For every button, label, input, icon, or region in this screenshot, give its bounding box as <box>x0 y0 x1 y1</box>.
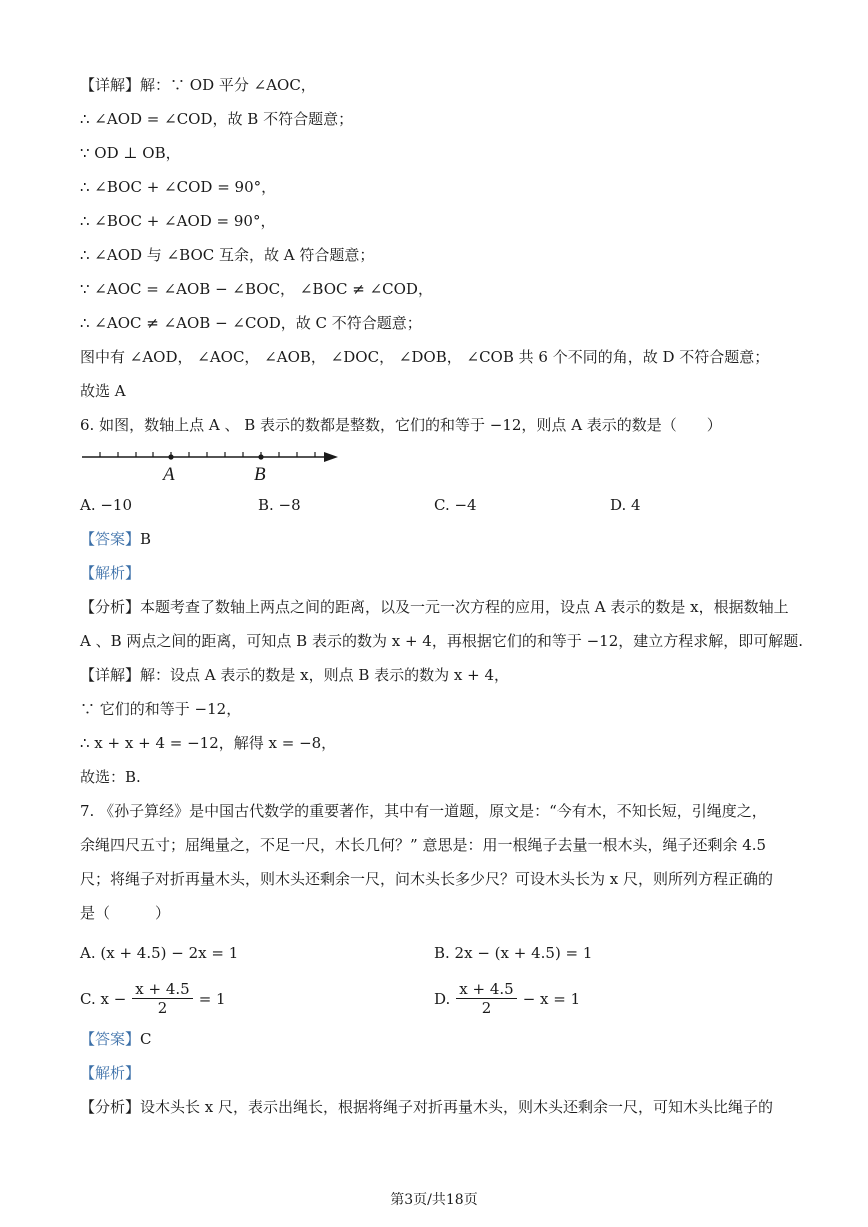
q6-analysis-line-1 <box>80 596 789 618</box>
q6-answer <box>80 528 151 550</box>
q7-option-d-prefix: D. <box>434 989 451 1008</box>
q5-detail-line-9: 图中有 ∠AOD， ∠AOC， ∠AOB， ∠DOC， ∠DOB， ∠COB 共 6 个不同的角，故 D 不符合题意； <box>80 348 770 366</box>
q6-analysis-text-1: 本题考查了数轴上两点之间的距离，以及一元一次方程的应用，设点 A 表示的数是 x，根据数轴上 <box>140 598 789 616</box>
q7-answer-tag: 【答案】 <box>80 1030 141 1048</box>
point-a-label: A <box>163 464 175 485</box>
q6-option-c: C. −4 <box>434 496 477 514</box>
q6-stem: 6. 如图，数轴上点 A 、 B 表示的数都是整数，它们的和等于 −12，则点 A 表示的数是（ ） <box>80 416 722 434</box>
q5-detail-line-4: ∴ ∠BOC + ∠COD = 90°， <box>80 178 277 196</box>
q6-answer-value: B <box>140 530 152 548</box>
point-a-dot <box>168 454 173 459</box>
q7-option-c-suffix: = 1 <box>198 989 226 1008</box>
point-b-dot <box>258 454 263 459</box>
q5-detail-line-3: ∵ OD ⊥ OB， <box>80 144 181 162</box>
q7-option-c-numerator: x + 4.5 <box>132 980 192 999</box>
q7-option-d-fraction <box>456 980 516 1017</box>
q7-analysis-head: 【分析】 <box>80 1098 141 1116</box>
q5-detail-line-1: 【详解】解：∵ OD 平分 ∠AOC， <box>80 76 316 94</box>
q6-answer-tag: 【答案】 <box>80 530 141 548</box>
page-footer: 第3页/共18页 <box>390 1192 478 1208</box>
q6-option-a: A. −10 <box>80 496 133 514</box>
q7-stem-line-2: 余绳四尺五寸；屈绳量之，不足一尺，木长几何？” 意思是：用一根绳子去量一根木头，绳子还剩余 4.5 <box>80 836 767 854</box>
q6-detail-line-1: 【详解】解：设点 A 表示的数是 x，则点 B 表示的数为 x + 4， <box>80 666 510 684</box>
q6-option-b: B. −8 <box>258 496 301 514</box>
q5-detail-line-8: ∴ ∠AOC ≠ ∠AOB − ∠COD，故 C 不符合题意； <box>80 314 422 332</box>
q7-analysis-text-1: 设木头长 x 尺，表示出绳长，根据将绳子对折再量木头，则木头还剩余一尺，可知木头比绳子的 <box>140 1098 774 1116</box>
q5-detail-line-6: ∴ ∠AOD 与 ∠BOC 互余，故 A 符合题意； <box>80 246 375 264</box>
q6-conclusion: 故选：B. <box>80 768 141 786</box>
q7-option-c-prefix: C. x − <box>80 989 127 1008</box>
q5-detail-line-7: ∵ ∠AOC = ∠AOB − ∠BOC， ∠BOC ≠ ∠COD， <box>80 280 433 298</box>
q7-option-b: B. 2x − (x + 4.5) = 1 <box>434 944 593 962</box>
q6-analysis-line-2: A 、B 两点之间的距离，可知点 B 表示的数为 x + 4，再根据它们的和等于 −12，建立方程求解，即可解题. <box>80 632 804 650</box>
number-line-arrow-icon <box>324 452 338 462</box>
number-line-figure <box>80 444 350 486</box>
q6-analysis-tag: 【解析】 <box>80 564 141 582</box>
q7-option-d-denominator: 2 <box>481 999 492 1017</box>
q7-option-c <box>80 980 226 1017</box>
q7-stem-line-1: 7. 《孙子算经》是中国古代数学的重要著作，其中有一道题，原文是：“今有木，不知长短，引绳度之， <box>80 802 767 820</box>
q7-analysis-tag: 【解析】 <box>80 1064 141 1082</box>
q6-option-d: D. 4 <box>610 496 641 514</box>
q6-analysis-head: 【分析】 <box>80 598 141 616</box>
q7-option-d-suffix: − x = 1 <box>522 989 581 1008</box>
q6-detail-line-3: ∴ x + x + 4 = −12，解得 x = −8， <box>80 734 337 752</box>
q7-answer-value: C <box>140 1030 152 1048</box>
q7-stem-line-3: 尺；将绳子对折再量木头，则木头还剩余一尺，问木头长多少尺？可设木头长为 x 尺，则所列方程正确的 <box>80 870 774 888</box>
q7-analysis-line-1 <box>80 1096 773 1118</box>
q6-detail-line-2: ∵ 它们的和等于 −12， <box>80 700 242 718</box>
q5-detail-line-5: ∴ ∠BOC + ∠AOD = 90°， <box>80 212 276 230</box>
q7-option-a: A. (x + 4.5) − 2x = 1 <box>80 944 239 962</box>
q7-option-c-fraction <box>132 980 192 1017</box>
q7-option-d <box>434 980 580 1017</box>
q5-detail-line-2: ∴ ∠AOD = ∠COD，故 B 不符合题意； <box>80 110 354 128</box>
q7-option-c-denominator: 2 <box>157 999 168 1017</box>
point-b-label: B <box>254 464 266 485</box>
q7-stem-line-4: 是（ ） <box>80 904 171 922</box>
q7-answer <box>80 1028 152 1050</box>
q7-option-d-numerator: x + 4.5 <box>456 980 516 999</box>
q5-conclusion: 故选 A <box>80 382 126 400</box>
